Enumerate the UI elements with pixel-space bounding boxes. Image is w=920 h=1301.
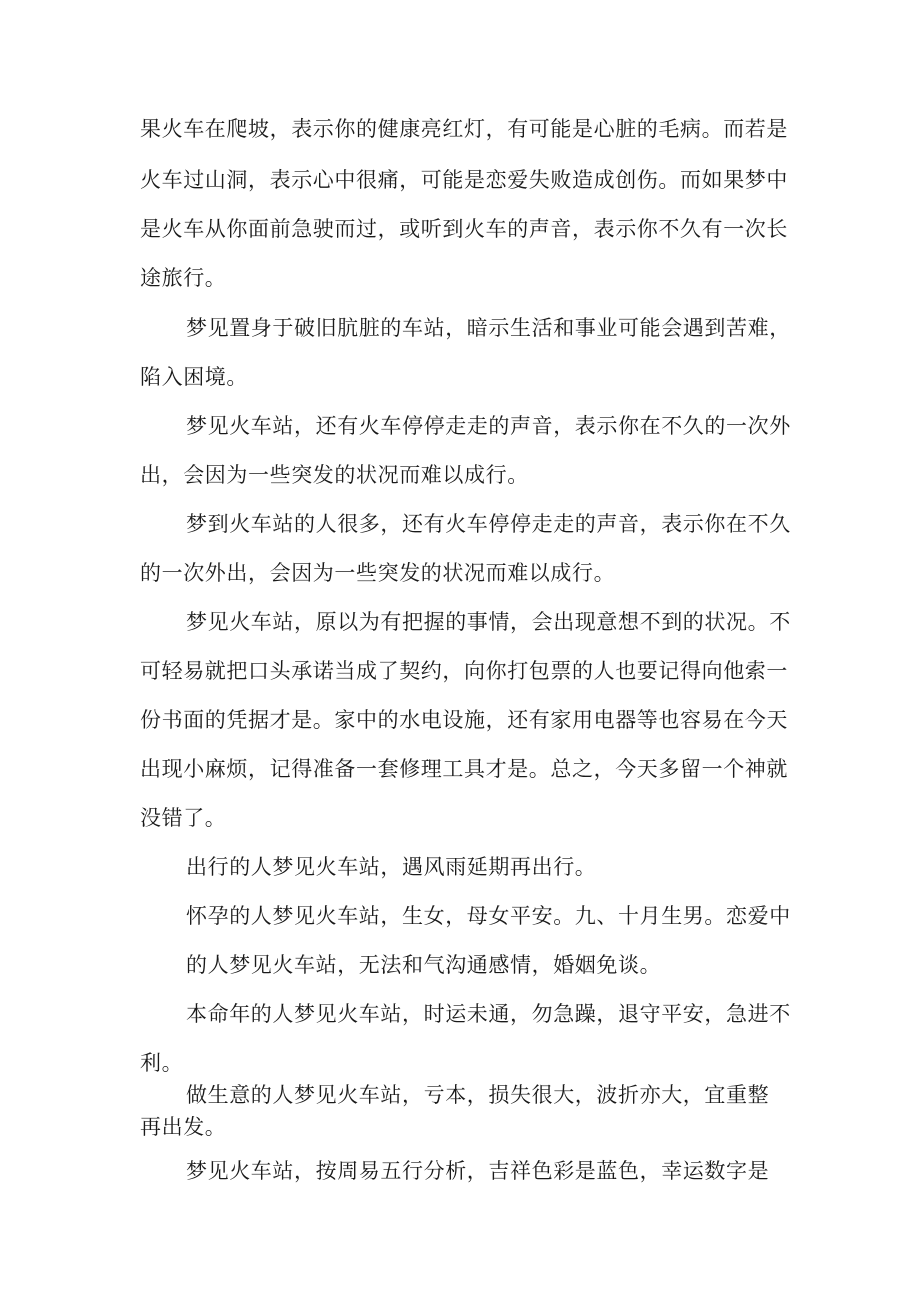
text-line: 本命年的人梦见火车站，时运未通，勿急躁，退守平安，急进不 (186, 1002, 791, 1026)
text-line: 途旅行。 (140, 266, 227, 290)
text-line: 火车过山洞，表示心中很痛，可能是恋爱失败造成创伤。而如果梦中 (140, 168, 788, 192)
text-line: 梦见置身于破旧肮脏的车站，暗示生活和事业可能会遇到苦难， (186, 316, 791, 340)
text-line: 没错了。 (140, 806, 227, 830)
text-line: 出行的人梦见火车站，遇风雨延期再出行。 (186, 855, 597, 879)
text-line: 份书面的凭据才是。家中的水电设施，还有家用电器等也容易在今天 (140, 708, 788, 732)
text-line: 是火车从你面前急驶而过，或听到火车的声音，表示你不久有一次长 (140, 217, 788, 241)
text-line: 陷入困境。 (140, 365, 248, 389)
text-line: 的人梦见火车站，无法和气沟通感情，婚姻免谈。 (186, 953, 662, 977)
text-line: 梦见火车站，还有火车停停走走的声音，表示你在不久的一次外 (186, 414, 791, 438)
text-line: 怀孕的人梦见火车站，生女，母女平安。九、十月生男。恋爱中 (186, 904, 791, 928)
text-line: 梦见火车站，原以为有把握的事情，会出现意想不到的状况。不 (186, 610, 791, 634)
text-line: 出，会因为一些突发的状况而难以成行。 (140, 463, 529, 487)
text-line: 做生意的人梦见火车站，亏本，损失很大，波折亦大，宜重整 (186, 1083, 770, 1107)
text-line: 利。 (140, 1051, 184, 1075)
text-line: 果火车在爬坡，表示你的健康亮红灯，有可能是心脏的毛病。而若是 (140, 117, 788, 141)
text-line: 出现小麻烦，记得准备一套修理工具才是。总之，今天多留一个神就 (140, 757, 788, 781)
text-line: 梦见火车站，按周易五行分析，吉祥色彩是蓝色，幸运数字是 (186, 1159, 770, 1183)
text-line: 梦到火车站的人很多，还有火车停停走走的声音，表示你在不久 (186, 512, 791, 536)
text-line: 再出发。 (140, 1115, 227, 1139)
text-line: 的一次外出，会因为一些突发的状况而难以成行。 (140, 561, 616, 585)
text-line: 可轻易就把口头承诺当成了契约，向你打包票的人也要记得向他索一 (140, 659, 788, 683)
